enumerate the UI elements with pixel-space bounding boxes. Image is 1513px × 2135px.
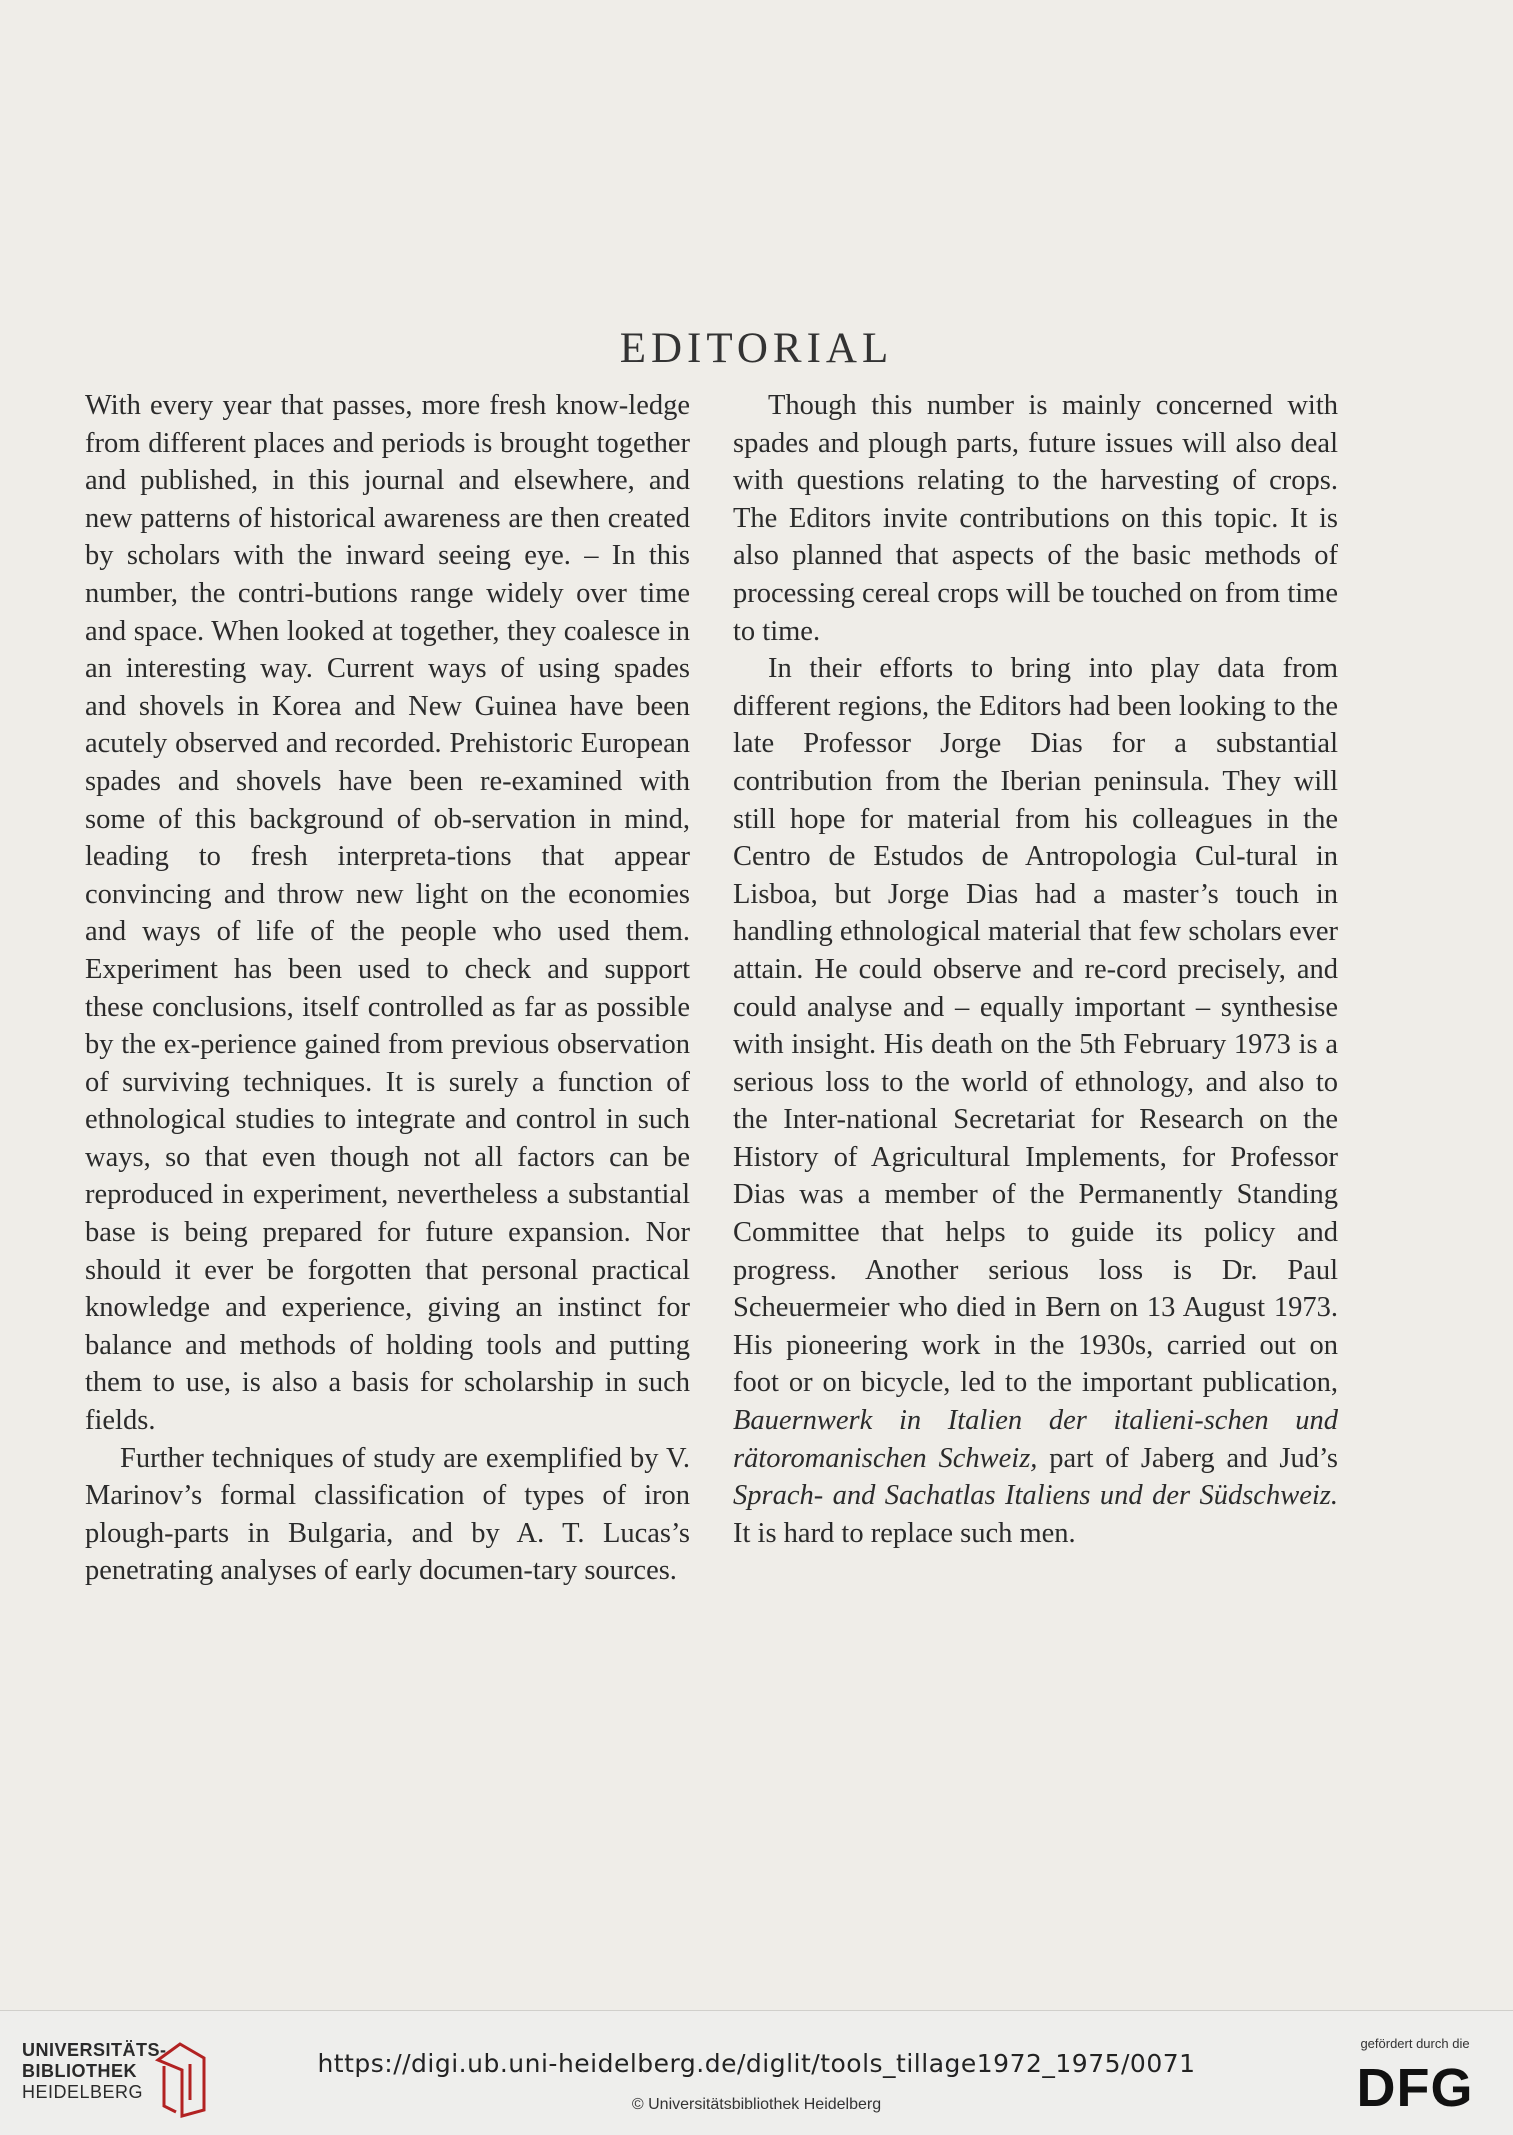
logo-line: HEIDELBERG <box>22 2082 144 2102</box>
left-column <box>85 387 690 1590</box>
italic-title: Sprach- and Sachatlas Italiens und der Südschweiz. <box>733 1480 1338 1512</box>
text-run: It is hard to replace such men. <box>733 1517 1076 1549</box>
paragraph: Though this number is mainly concerned with spades and plough parts, future issues will also deal with questions relating to the harvesting of crops. The Editors invite contributions on this topic. It is also planned that aspects of the basic methods of processing cereal crops will be touched on from time to time. <box>733 390 1338 647</box>
text-run: In their efforts to bring into play data from different regions, the Editors had been looking to the late Professor Jorge Dias for a substantial contribution from the Iberian peninsula. They will still hope for material from his colleagues in the Centro de Estudos de Antropologia Cul-tural in Lisboa, but Jorge Dias had a master’s touch in handling ethnological material that few scholars ever attain. He could observe and re-cord precisely, and could analyse and – equally important – synthesise with insight. His death on the 5th February 1973 is a serious loss to the world of ethnology, and also to the Inter-national Secretariat for Research on the History of Agricultural Implements, for Professor Dias was a member of the Permanently Standing Committee that helps to guide its policy and progress. Another serious loss is Dr. Paul Scheuermeier who died in Bern on 13 August 1973. His pioneering work in the 1930s, carried out on foot or on bicycle, led to the important publication, <box>733 653 1338 1399</box>
paragraph <box>733 650 1338 1552</box>
right-column <box>733 387 1338 1552</box>
footer-divider <box>0 2010 1513 2011</box>
paragraph: Further techniques of study are exemplified by V. Marinov’s formal classification of types of iron plough-parts in Bulgaria, and by A. T. Lucas’s penetrating analyses of early documen-tary sources. <box>85 1442 690 1587</box>
logo-line: BIBLIOTHEK <box>22 2061 137 2081</box>
logo-line: UNIVERSITÄTS- <box>22 2040 167 2060</box>
paragraph: With every year that passes, more fresh know-ledge from different places and periods is brought together and published, in this journal and elsewhere, and new patterns of historical awareness are then created by scholars with the inward seeing eye. – In this number, the contri-butions range widely over time and space. When looked at together, they coalesce in an interesting way. Current ways of using spades and shovels in Korea and New Guinea have been acutely observed and recorded. Prehistoric European spades and shovels have been re-examined with some of this background of ob-servation in mind, leading to fresh interpreta-tions that appear convincing and throw new light on the economies and ways of life of the people who used them. Experiment has been used to check and support these conclusions, itself controlled as far as possible by the ex-perience gained from previous observation of surviving techniques. It is surely a function of ethnological studies to integrate and control in such ways, so that even though not all factors can be reproduced in experiment, nevertheless a substantial base is being prepared for future expansion. Nor should it ever be forgotten that personal practical knowledge and experience, giving an instinct for balance and methods of holding tools and putting them to use, is also a basis for scholarship in such fields. <box>85 390 690 1437</box>
dfg-logo[interactable]: DFG <box>1356 2058 1474 2118</box>
text-run: part of Jaberg and Jud’s <box>1037 1442 1338 1474</box>
permalink-url[interactable]: https://digi.ub.uni-heidelberg.de/diglit/tools_tillage1972_1975/0071 <box>317 2049 1196 2078</box>
page-title: EDITORIAL <box>619 325 894 372</box>
copyright-notice: © Universitätsbibliothek Heidelberg <box>631 2096 882 2113</box>
funding-caption: gefördert durch die <box>1360 2036 1470 2051</box>
italic-title: Bauernwerk in Italien der italieni-schen und rätoromanischen Schweiz, <box>733 1405 1338 1474</box>
